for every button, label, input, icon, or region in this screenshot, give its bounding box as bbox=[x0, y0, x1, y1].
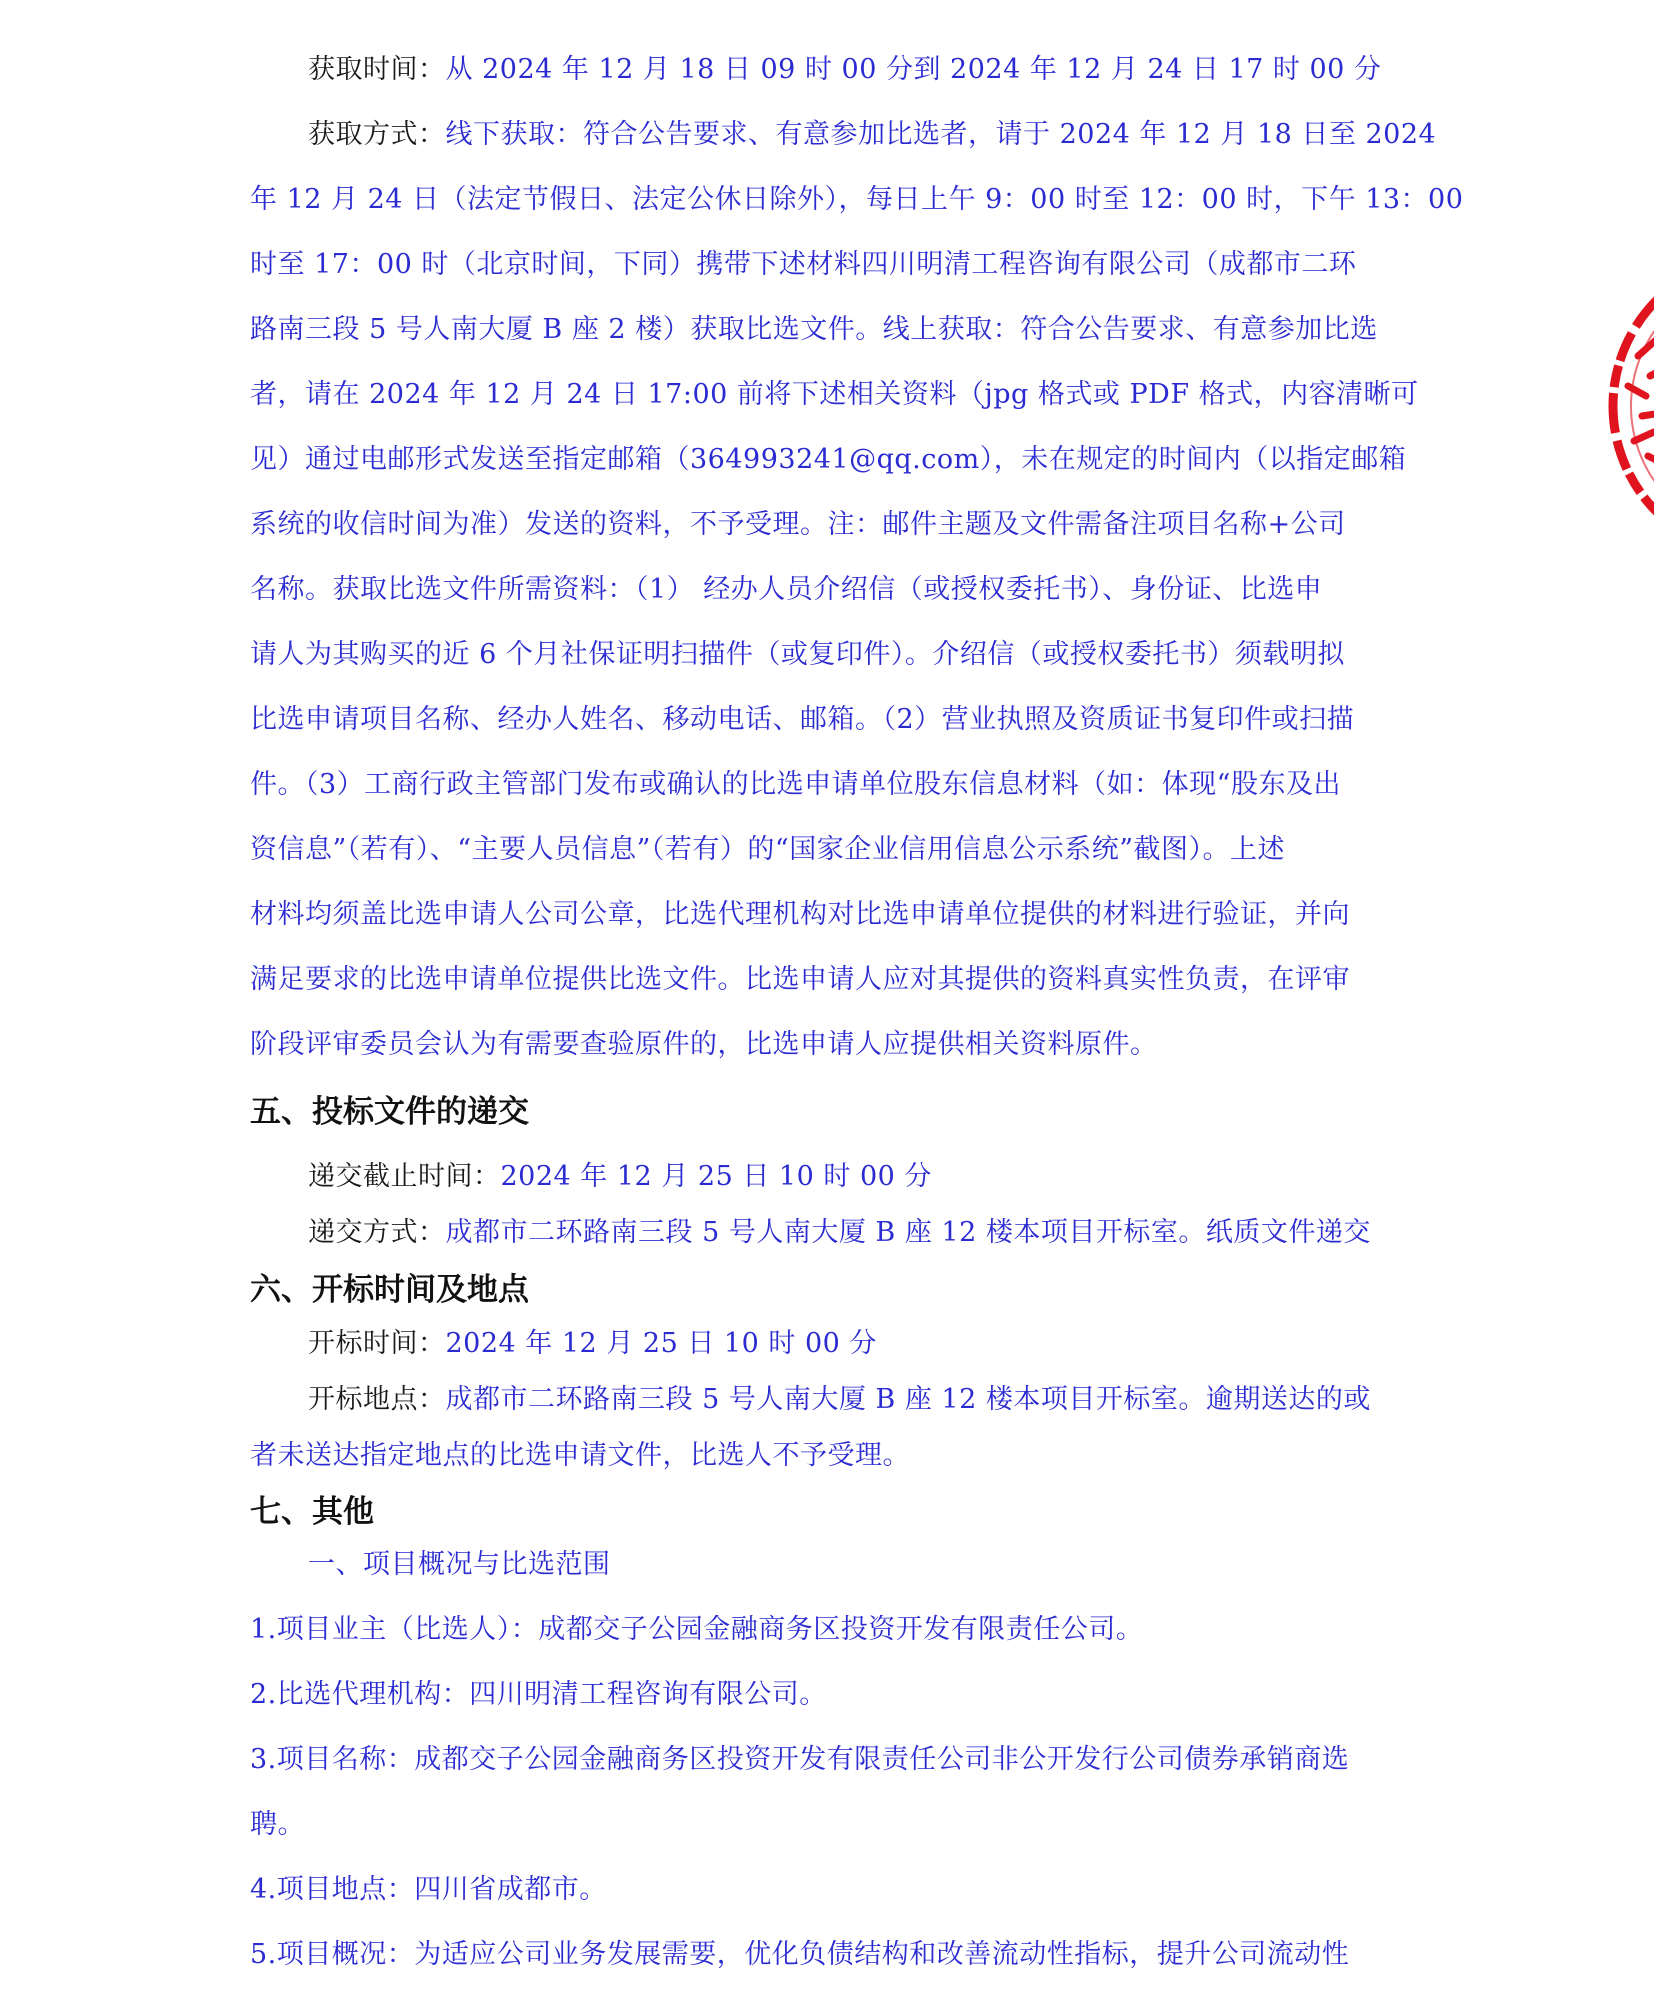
submission-method-label: 递交方式： bbox=[308, 1217, 446, 1248]
submission-method-line bbox=[308, 1200, 1464, 1266]
list-item-3: 3.项目名称：成都交子公园金融商务区投资开发有限责任公司非公开发行公司债券承销商选 bbox=[250, 1744, 1350, 1775]
acquisition-method-line-11: 件。（3）工商行政主管部门发布或确认的比选申请单位股东信息材料（如：体现“股东及出 bbox=[250, 769, 1341, 800]
submission-deadline-value: 2024 年 12 月 25 日 10 时 00 分 bbox=[500, 1161, 932, 1192]
acquisition-method-line-4: 路南三段 5 号人南大厦 B 座 2 楼）获取比选文件。线上获取：符合公告要求、有意参加比选 bbox=[250, 314, 1378, 345]
submission-deadline-label: 递交截止时间： bbox=[308, 1161, 501, 1192]
acquisition-method-line-8: 名称。获取比选文件所需资料：（1） 经办人员介绍信（或授权委托书）、身份证、比选申 bbox=[250, 574, 1323, 605]
opening-place-label: 开标地点： bbox=[308, 1384, 446, 1415]
list-item-5: 5.项目概况：为适应公司业务发展需要，优化负债结构和改善流动性指标，提升公司流动性 bbox=[250, 1939, 1350, 1970]
project-overview-subheading: 一、项目概况与比选范围 bbox=[308, 1549, 611, 1580]
acquisition-method-line-13: 材料均须盖比选申请人公司公章，比选代理机构对比选申请单位提供的材料进行验证，并向 bbox=[250, 899, 1350, 930]
list-item-3-cont: 聘。 bbox=[250, 1809, 305, 1840]
opening-place-line-2: 者未送达指定地点的比选申请文件，比选人不予受理。 bbox=[250, 1440, 910, 1471]
opening-time-label: 开标时间： bbox=[308, 1328, 446, 1359]
section-6-heading: 六、开标时间及地点 bbox=[250, 1272, 529, 1308]
acquisition-method-line-10: 比选申请项目名称、经办人姓名、移动电话、邮箱。（2）营业执照及资质证书复印件或扫描 bbox=[250, 704, 1355, 735]
acquisition-method-line-1 bbox=[308, 102, 1464, 168]
list-item-2: 2.比选代理机构：四川明清工程咨询有限公司。 bbox=[250, 1679, 827, 1710]
acquisition-method-line-14: 满足要求的比选申请单位提供比选文件。比选申请人应对其提供的资料真实性负责，在评审 bbox=[250, 964, 1350, 995]
acquisition-method-label: 获取方式： bbox=[308, 119, 446, 150]
list-item-4: 4.项目地点：四川省成都市。 bbox=[250, 1874, 607, 1905]
opening-time-value: 2024 年 12 月 25 日 10 时 00 分 bbox=[445, 1328, 877, 1359]
acquisition-method-line-9: 请人为其购买的近 6 个月社保证明扫描件（或复印件）。介绍信（或授权委托书）须载明拟 bbox=[250, 639, 1345, 670]
acquisition-method-line-15: 阶段评审委员会认为有需要查验原件的，比选申请人应提供相关资料原件。 bbox=[250, 1029, 1158, 1060]
acquisition-time-value: 从 2024 年 12 月 18 日 09 时 00 分到 2024 年 12 月 24 日 17 时 00 分 bbox=[445, 54, 1382, 85]
acquisition-method-line-5: 者，请在 2024 年 12 月 24 日 17:00 前将下述相关资料（jpg 格式或 PDF 格式，内容清晰可 bbox=[250, 379, 1419, 410]
acquisition-time-line bbox=[308, 37, 1464, 103]
section-5-heading: 五、投标文件的递交 bbox=[250, 1094, 529, 1130]
opening-place-text: 成都市二环路南三段 5 号人南大厦 B 座 12 楼本项目开标室。逾期送达的或 bbox=[445, 1384, 1371, 1415]
acquisition-method-line-2: 年 12 月 24 日（法定节假日、法定公休日除外），每日上午 9：00 时至 12：00 时，下午 13：00 bbox=[250, 184, 1464, 215]
submission-method-value: 成都市二环路南三段 5 号人南大厦 B 座 12 楼本项目开标室。纸质文件递交 bbox=[445, 1217, 1371, 1248]
acquisition-method-text: 线下获取：符合公告要求、有意参加比选者，请于 2024 年 12 月 18 日至 2024 bbox=[445, 119, 1437, 150]
acquisition-method-line-6: 见）通过电邮形式发送至指定邮箱（364993241@qq.com），未在规定的时间内（以指定邮箱 bbox=[250, 444, 1407, 475]
section-7-heading: 七、其他 bbox=[250, 1494, 374, 1530]
list-item-1: 1.项目业主（比选人）：成都交子公园金融商务区投资开发有限责任公司。 bbox=[250, 1614, 1144, 1645]
acquisition-method-line-12: 资信息”（若有）、“主要人员信息”（若有）的“国家企业信用信息公示系统”截图）。上述 bbox=[250, 834, 1286, 865]
acquisition-time-label: 获取时间： bbox=[308, 54, 446, 85]
company-seal-icon bbox=[1598, 236, 1654, 576]
acquisition-method-line-7: 系统的收信时间为准）发送的资料，不予受理。注：邮件主题及文件需备注项目名称+公司 bbox=[250, 509, 1346, 540]
acquisition-method-line-3: 时至 17：00 时（北京时间，下同）携带下述材料四川明清工程咨询有限公司（成都市二环 bbox=[250, 249, 1357, 280]
